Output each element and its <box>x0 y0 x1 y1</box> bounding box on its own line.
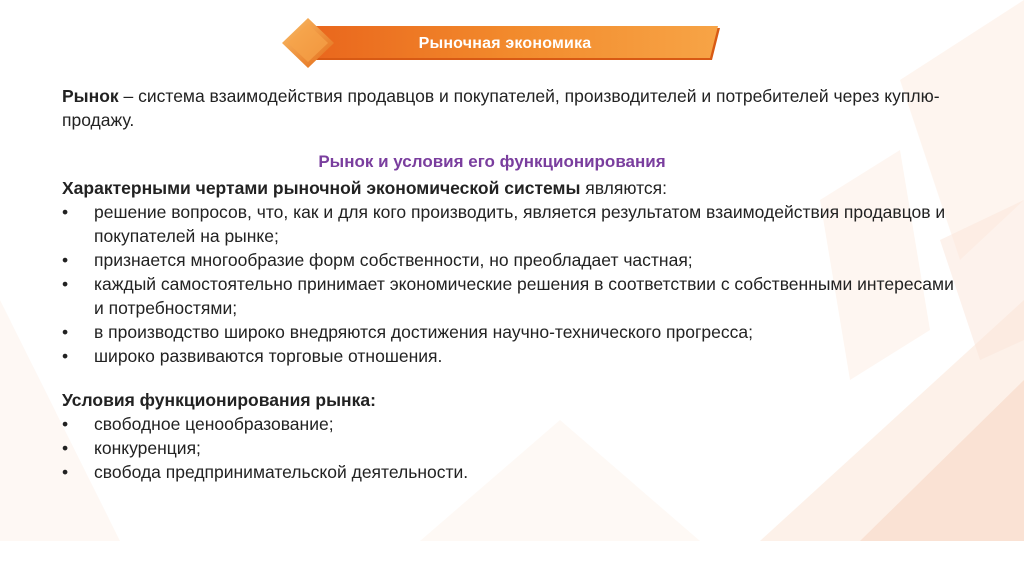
list-item-text: решение вопросов, что, как и для кого производить, является результатом взаимодействия продавцов и покупателей на рынке; <box>94 202 946 246</box>
bullet-icon: • <box>62 202 69 222</box>
page-title: Рыночная экономика <box>418 35 592 52</box>
list-item <box>62 436 962 460</box>
list-item <box>62 460 962 484</box>
bullet-icon: • <box>62 438 69 458</box>
list-item-text: свободное ценообразование; <box>94 414 334 434</box>
bullet-icon: • <box>62 462 69 482</box>
list-item <box>62 200 962 248</box>
list-item-text: признается многообразие форм собственности, но преобладает частная; <box>94 250 693 270</box>
bullet-icon: • <box>62 250 69 270</box>
bullet-icon: • <box>62 414 69 434</box>
features-heading-rest: являются: <box>580 178 667 198</box>
list-item <box>62 248 962 272</box>
section-subtitle: Рынок и условия его функционирования <box>318 152 666 171</box>
definition-term: Рынок <box>62 86 119 106</box>
conditions-heading: Условия функционирования рынка: <box>62 390 376 410</box>
list-item <box>62 320 962 344</box>
slide-content <box>62 84 962 484</box>
definition-text: – система взаимодействия продавцов и покупателей, производителей и потребителей через куплю-продажу. <box>62 86 940 130</box>
list-item-text: свобода предпринимательской деятельности. <box>94 462 469 482</box>
list-item-text: в производство широко внедряются достижения научно-технического прогресса; <box>94 322 753 342</box>
list-item <box>62 272 962 320</box>
bottom-strip <box>0 541 1024 574</box>
bullet-icon: • <box>62 274 69 294</box>
list-item-text: конкуренция; <box>94 438 201 458</box>
features-heading <box>62 176 962 200</box>
conditions-list <box>62 412 962 484</box>
bullet-icon: • <box>62 346 69 366</box>
list-item <box>62 344 962 368</box>
list-item-text: каждый самостоятельно принимает экономические решения в соответствии с собственными интересами и потребностями; <box>94 274 954 318</box>
bullet-icon: • <box>62 322 69 342</box>
features-heading-bold: Характерными чертами рыночной экономической системы <box>62 178 581 198</box>
definition <box>62 84 962 132</box>
list-item-text: широко развиваются торговые отношения. <box>94 346 443 366</box>
features-list <box>62 200 962 368</box>
list-item <box>62 412 962 436</box>
